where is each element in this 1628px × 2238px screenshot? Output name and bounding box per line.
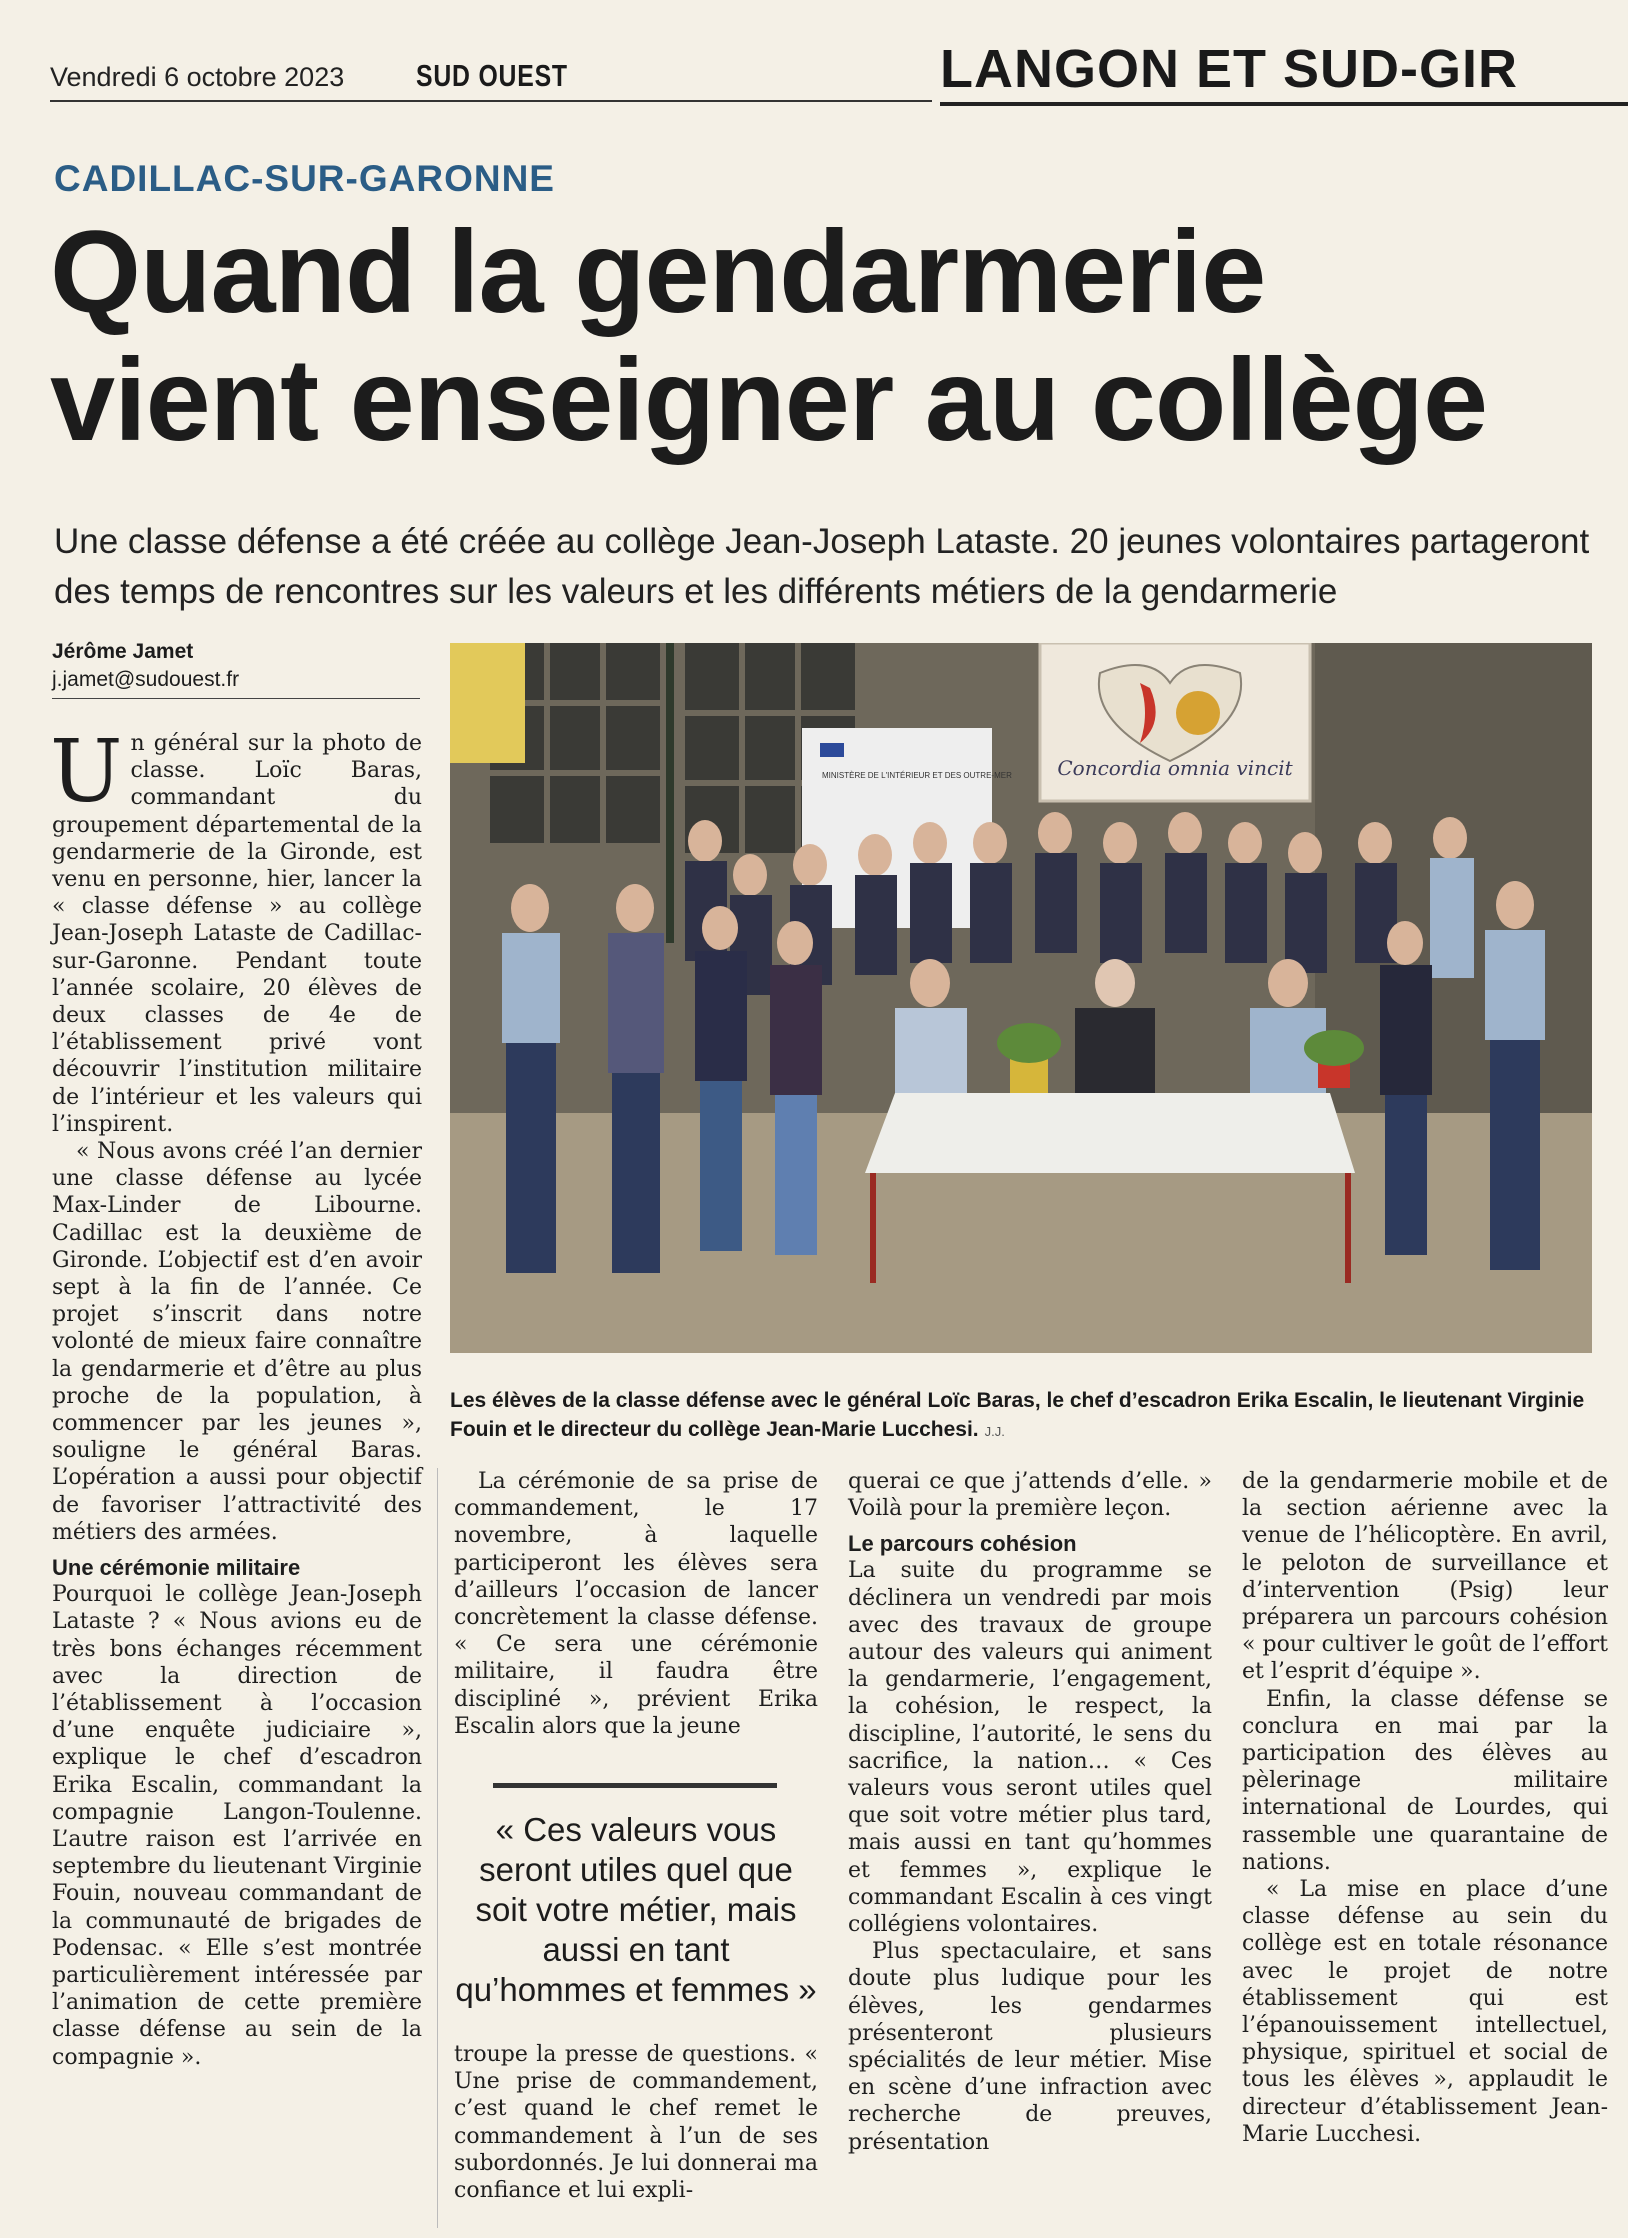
- drop-cap: U: [50, 722, 123, 822]
- subheading: Le parcours cohésion: [848, 1531, 1077, 1557]
- paragraph: Enfin, la classe défense se conclura en mai par la participation des élèves au pèlerinage militaire international de Lourdes, qui rassemble une quarantaine de nations.: [1242, 1686, 1608, 1875]
- article-author: Jérôme Jamet: [52, 640, 194, 663]
- paragraph: Plus spectaculaire, et sans doute plus ludique pour les élèves, les gendarmes présenteront plusieurs spécialités de leur métier. Mise en scène d’une infraction avec recherche de preuves, présentation: [848, 1939, 1212, 2155]
- masthead-rule: [50, 100, 932, 102]
- author-email: j.jamet@sudouest.fr: [52, 668, 240, 691]
- article-column-3: [848, 1468, 1212, 2156]
- class-photo: [450, 643, 1592, 1353]
- paragraph: querai ce que j’attends d’elle. » Voilà pour la première leçon.: [848, 1469, 1212, 1522]
- headline-line: Quand la gendarmerie: [50, 206, 1266, 337]
- paragraph: troupe la presse de questions. « Une prise de commandement, c’est quand le chef remet le commandement à l’un de ses subordonnés. Je lui donnerai ma confiance et lui expli-: [454, 2042, 818, 2204]
- article-column-2: [454, 1468, 818, 1740]
- subheading: Une cérémonie militaire: [52, 1555, 301, 1581]
- paragraph: Pourquoi le collège Jean-Joseph Lataste ? « Nous avions eu de très bons échanges récemment avec la direction de l’établissement à l’occasion d’une enquête judiciaire », explique le chef d’escadron Erika Escalin, commandant la compagnie Langon-Toulenne. L’autre raison est l’arrivée en septembre du lieutenant Virginie Fouin, nouveau commandant de la communauté de brigades de Podensac. « Elle s’est montrée particulièrement intéressée par l’animation de cette première classe défense au sein de la compagnie ».: [52, 1582, 422, 2070]
- paragraph: de la gendarmerie mobile et de la section aérienne avec la venue de l’hélicoptère. En avril, le peloton de surveillance et d’intervention (Psig) leur préparera un parcours cohésion « pour cultiver le goût de l’effort et l’esprit d’équipe ».: [1242, 1469, 1608, 1685]
- paragraph: [50, 722, 422, 1138]
- pullquote-rule: [493, 1783, 777, 1788]
- article-column-2-continued: [454, 2041, 818, 2204]
- paragraph: « La mise en place d’une classe défense au sein du collège est en totale résonance avec le projet de notre établissement qui est l’épanouissement intellectuel, physique, spirituel et social de tous les élèves », applaudit le directeur d’établissement Jean-Marie Lucchesi.: [1242, 1877, 1608, 2147]
- paragraph: « Nous avons créé l’an dernier une classe défense au lycée Max-Linder de Libourne. Cadillac est la deuxième de Gironde. L’objectif est d’en avoir sept à la fin de l’année. Ce projet s’inscrit dans notre volonté de mieux faire connaître la gendarmerie et d’être au plus proche de la population, à commencer par les jeunes », souligne le général Baras. L’opération a aussi pour objectif de favoriser l’attractivité des métiers des armées.: [52, 1139, 422, 1545]
- paragraph: La cérémonie de sa prise de commandement, le 17 novembre, à laquelle participeront les élèves sera d’ailleurs l’occasion de lancer concrètement la classe défense. « Ce sera une cérémonie militaire, il faudra être discipliné », prévient Erika Escalin alors que la jeune: [454, 1469, 818, 1739]
- article-standfirst: Une classe défense a été créée au collège Jean-Joseph Lataste. 20 jeunes volontaires partageront des temps de rencontres sur les valeurs et les différents métiers de la gendarmerie: [54, 522, 1590, 611]
- class-photo-illustration: [450, 643, 1592, 1353]
- newspaper-name: SUD OUEST: [416, 58, 568, 93]
- article-column-1: [50, 722, 422, 2071]
- pull-quote: « Ces valeurs vous seront utiles quel que soit votre métier, mais aussi en tant qu’hommes et femmes »: [455, 1811, 817, 2008]
- issue-date: Vendredi 6 octobre 2023: [50, 62, 345, 92]
- banner-motto: Concordia omnia vincit: [1057, 756, 1293, 780]
- article-column-4: [1242, 1468, 1608, 2148]
- section-title: LANGON ET SUD-GIR: [940, 39, 1518, 99]
- headline-line: vient enseigner au collège: [50, 334, 1488, 465]
- paragraph-text: n général sur la photo de classe. Loïc Baras, commandant du groupement départemental de la gendarmerie de la Gironde, est venu en personne, hier, lancer la « classe défense » au collège Jean-Joseph Lataste de Cadillac-sur-Garonne. Pendant toute l’année scolaire, 20 élèves de deux classes de 4e de l’établissement privé vont découvrir l’institution militaire de l’intérieur et les valeurs qui l’inspirent.: [52, 731, 422, 1137]
- ministry-panel-text: MINISTÈRE DE L'INTÉRIEUR ET DES OUTRE-MER: [822, 771, 1012, 780]
- article-kicker: CADILLAC-SUR-GARONNE: [54, 158, 555, 199]
- caption-text: Les élèves de la classe défense avec le général Loïc Baras, le chef d’escadron Erika Escalin, le lieutenant Virginie Fouin et le directeur du collège Jean-Marie Lucchesi.: [450, 1389, 1585, 1441]
- column-divider: [437, 1468, 438, 2228]
- photo-credit: J.J.: [984, 1424, 1005, 1439]
- article-headline: [50, 208, 1590, 464]
- photo-caption: [450, 1386, 1610, 1446]
- section-rule: [940, 102, 1628, 106]
- paragraph: La suite du programme se déclinera un vendredi par mois avec des travaux de groupe autour des valeurs qui animent la gendarmerie, l’engagement, la cohésion, le respect, la discipline, l’autorité, le sens du sacrifice, la nation… « Ces valeurs vous seront utiles quel que soit votre métier plus tard, mais aussi en tant qu’hommes et femmes », explique le commandant Escalin à ces vingt collégiens volontaires.: [848, 1558, 1212, 1938]
- author-rule: [52, 698, 420, 699]
